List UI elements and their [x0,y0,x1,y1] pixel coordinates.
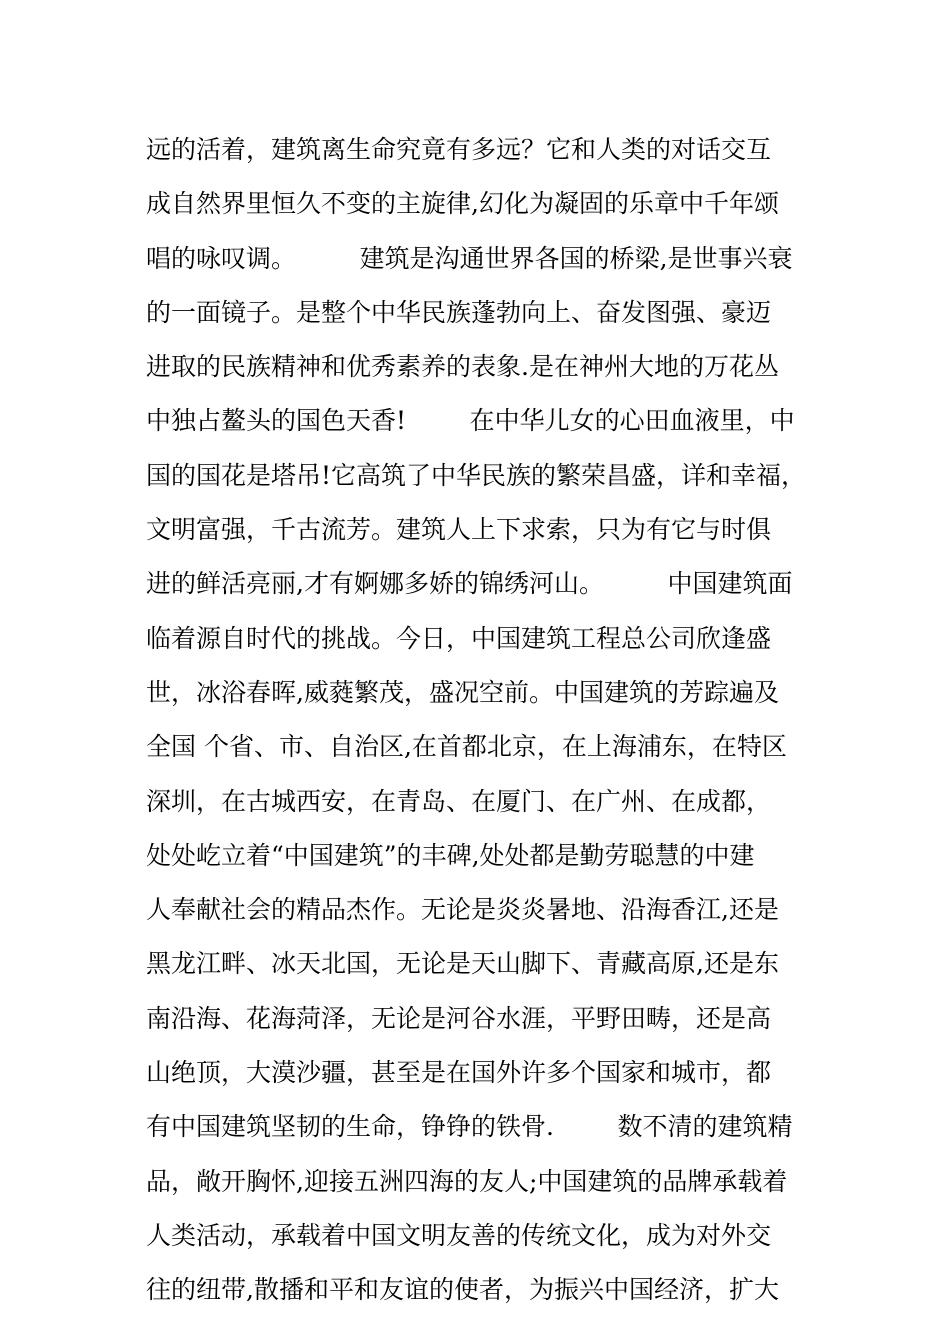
text-line-3: 唱的咏叹调。 建筑是沟通世界各国的桥梁,是世事兴衰 [146,243,793,273]
text-line-6: 中独占鳌头的国色天香! 在中华儿女的心田血液里，中 [146,406,795,436]
text-line-9: 进的鲜活亮丽,才有婀娜多娇的锦绣河山。 中国建筑面 [146,569,793,599]
text-line-22: 往的纽带,散播和平和友谊的使者，为振兴中国经济，扩大 [146,1275,779,1305]
text-line-21: 人类活动，承载着中国文明友善的传统文化，成为对外交 [146,1220,772,1250]
text-line-13: 深圳，在古城西安，在青岛、在厦门、在广州、在成都， [146,786,772,816]
text-line-19: 有中国建筑坚韧的生命，铮铮的铁骨. 数不清的建筑精 [146,1112,793,1142]
text-line-1: 远的活着，建筑离生命究竟有多远？它和人类的对话交互 [146,135,772,164]
text-line-16: 黑龙江畔、冰天北国，无论是天山脚下、青藏高原,还是东 [146,949,779,979]
body-text [146,127,836,1322]
text-line-2: 成自然界里恒久不变的主旋律,幻化为凝固的乐章中千年颂 [146,189,779,219]
text-line-18: 山绝顶，大漠沙疆，甚至是在国外许多个国家和城市，都 [146,1058,772,1088]
text-line-5: 进取的民族精神和优秀素养的表象.是在神州大地的万花丛 [146,352,779,382]
text-line-8: 文明富强，千古流芳。建筑人上下求索，只为有它与时俱 [146,515,772,545]
text-line-7: 国的国花是塔吊!它高筑了中华民族的繁荣昌盛，详和幸福， [146,460,807,490]
text-line-20: 品，敞开胸怀,迎接五洲四海的友人;中国建筑的品牌承载着 [146,1166,788,1196]
text-line-4: 的一面镜子。是整个中华民族蓬勃向上、奋发图强、豪迈 [146,297,772,327]
text-line-12: 全国 个省、市、自治区,在首都北京，在上海浦东，在特区 [146,732,787,762]
text-line-17: 南沿海、花海菏泽，无论是河谷水涯，平野田畴，还是高 [146,1003,772,1033]
text-line-14: 处处屹立着“中国建筑”的丰碑,处处都是勤劳聪慧的中建 [146,840,755,870]
text-line-15: 人奉献社会的精品杰作。无论是炎炎暑地、沿海香江,还是 [146,895,779,925]
text-line-11: 世，冰浴春晖,威蕤繁茂，盛况空前。中国建筑的芳踪遍及 [146,677,779,707]
text-line-10: 临着源自时代的挑战。今日，中国建筑工程总公司欣逢盛 [146,623,772,653]
